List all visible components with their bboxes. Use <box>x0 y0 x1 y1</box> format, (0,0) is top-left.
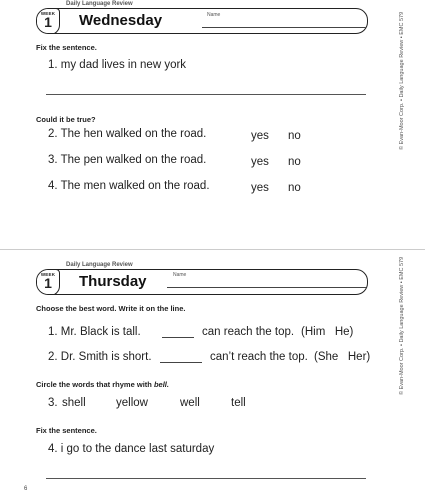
wednesday-header-box <box>36 8 368 34</box>
thursday-item-2-end: can’t reach the top. <box>210 351 308 363</box>
side-credit-top: © Evan-Moor Corp. • Daily Language Review • EMC 579 <box>399 11 405 150</box>
page-divider <box>0 249 425 250</box>
thursday-item-1-options: (Him He) <box>301 326 354 338</box>
side-credit-bottom: © Evan-Moor Corp. • Daily Language Review • EMC 579 <box>399 256 405 395</box>
wednesday-instruction-fix: Fix the sentence. <box>36 43 97 52</box>
day-title: Thursday <box>79 273 147 290</box>
thursday-item-2-options: (She Her) <box>314 351 371 363</box>
rhyme-target-word: bell. <box>153 380 169 389</box>
thursday-instruction-fix: Fix the sentence. <box>36 426 97 435</box>
thursday-item-3-number: 3. <box>48 397 58 409</box>
week-label: WEEK <box>40 272 56 277</box>
rhyme-word-option[interactable]: well <box>180 397 200 409</box>
wednesday-item-4: 4. The men walked on the road. <box>48 180 210 192</box>
yes-option[interactable]: yes <box>251 182 269 194</box>
thursday-week-badge <box>36 269 60 295</box>
thursday-item-1-end: can reach the top. <box>202 326 295 338</box>
page-number: 6 <box>24 486 28 492</box>
rhyme-word-option[interactable]: tell <box>231 397 246 409</box>
thursday-top-label: Daily Language Review <box>66 262 133 268</box>
yes-option[interactable]: yes <box>251 130 269 142</box>
rhyme-word-option[interactable]: yellow <box>116 397 148 409</box>
thursday-header-box <box>36 269 368 295</box>
wednesday-item-2: 2. The hen walked on the road. <box>48 128 207 140</box>
wednesday-answer-line[interactable] <box>46 94 366 95</box>
wednesday-top-label: Daily Language Review <box>66 1 133 7</box>
thursday-item-1-start: 1. Mr. Black is tall. <box>48 326 141 338</box>
thursday-item-4: 4. i go to the dance last saturday <box>48 443 215 455</box>
week-label: WEEK <box>40 11 56 16</box>
rhyme-word-option[interactable]: shell <box>62 397 86 409</box>
week-number: 1 <box>44 275 52 291</box>
name-label: Name <box>173 272 187 278</box>
wednesday-item-3: 3. The pen walked on the road. <box>48 154 207 166</box>
thursday-item-2-start: 2. Dr. Smith is short. <box>48 351 152 363</box>
name-line <box>202 27 367 28</box>
wednesday-week-badge <box>36 8 60 34</box>
no-option[interactable]: no <box>288 182 301 194</box>
thursday-answer-line[interactable] <box>46 478 366 479</box>
name-line <box>167 287 367 288</box>
wednesday-instruction-true: Could it be true? <box>36 115 96 124</box>
name-label: Name <box>207 12 221 18</box>
thursday-instruction-rhyme <box>36 380 169 389</box>
no-option[interactable]: no <box>288 156 301 168</box>
thursday-instruction-choose: Choose the best word. Write it on the line. <box>36 304 186 313</box>
week-number: 1 <box>44 14 52 30</box>
rhyme-instruction-text: Circle the words that rhyme with <box>36 380 154 389</box>
day-title: Wednesday <box>79 12 163 29</box>
yes-option[interactable]: yes <box>251 156 269 168</box>
answer-blank-1[interactable] <box>162 337 194 338</box>
no-option[interactable]: no <box>288 130 301 142</box>
answer-blank-2[interactable] <box>160 362 202 363</box>
wednesday-item-1: 1. my dad lives in new york <box>48 59 187 71</box>
